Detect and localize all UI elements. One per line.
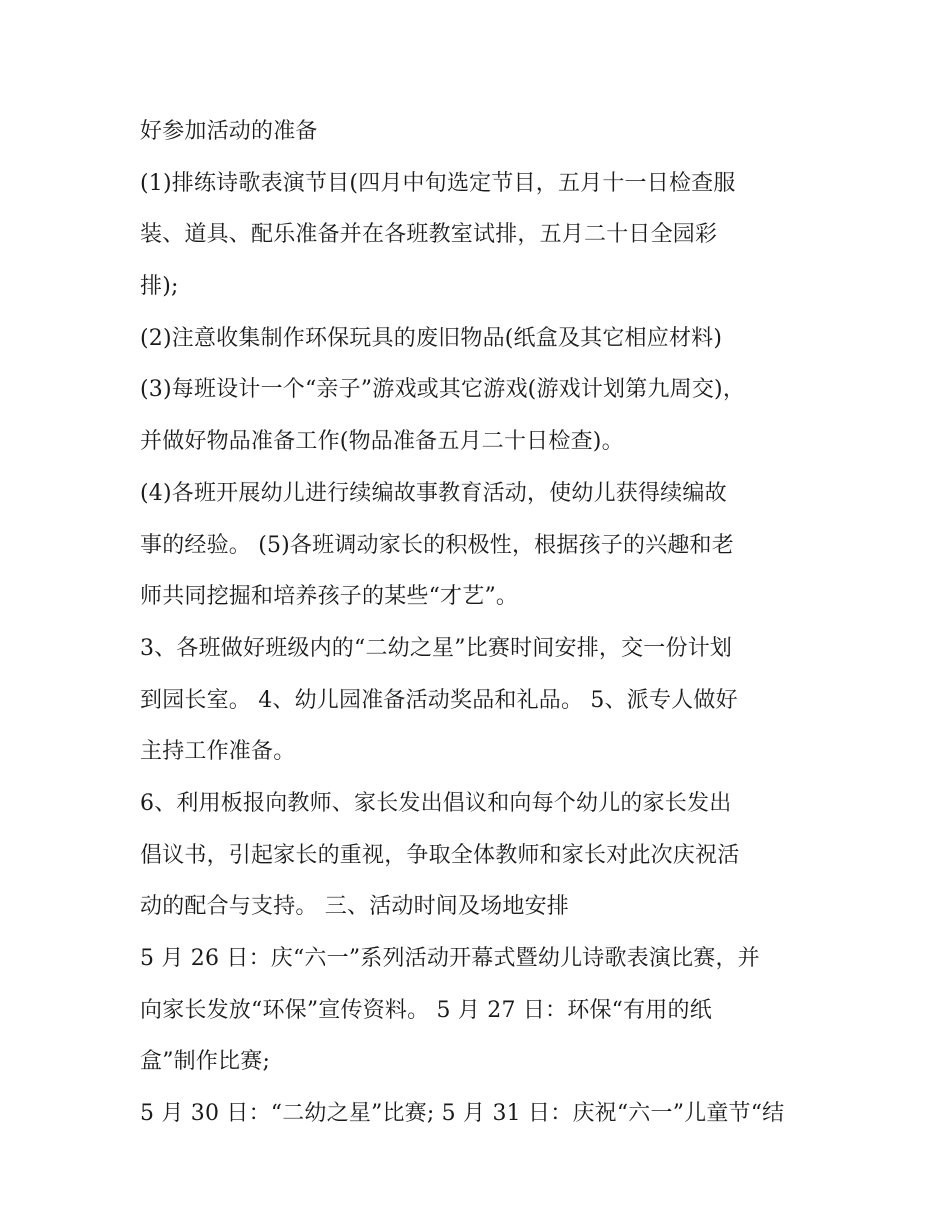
text-line: 装、道具、配乐准备并在各班教室试排，五月二十日全园彩	[140, 222, 718, 248]
text-line: (3)每班设计一个“亲子”游戏或其它游戏(游戏计划第九周交)，	[140, 377, 746, 403]
text-line: 盒”制作比赛;	[140, 1049, 271, 1075]
document-body	[140, 106, 830, 1140]
text-line: 5 月 30 日：“二幼之星”比赛; 5 月 31 日：庆祝“六一”儿童节“结	[140, 1101, 785, 1127]
text-line: 5 月 26 日：庆“六一”系列活动开幕式暨幼儿诗歌表演比赛，并	[140, 946, 760, 971]
text-line: 到园长室。 4、幼儿园准备活动奖品和礼品。 5、派专人做好	[140, 687, 738, 713]
text-line: 好参加活动的准备	[140, 119, 318, 144]
text-line: 主持工作准备。	[140, 739, 296, 765]
text-line: 事的经验。 (5)各班调动家长的积极性，根据孩子的兴趣和老	[140, 532, 734, 558]
text-line: (2)注意收集制作环保玩具的废旧物品(纸盒及其它相应材料)	[140, 325, 723, 351]
text-line: 并做好物品准备工作(物品准备五月二十日检查)。	[140, 429, 624, 455]
text-line: 师共同挖掘和培养孩子的某些“才艺”。	[140, 584, 519, 610]
text-line: 向家长发放“环保”宣传资料。 5 月 27 日：环保“有用的纸	[140, 997, 712, 1023]
text-line: 倡议书，引起家长的重视，争取全体教师和家长对此次庆祝活	[140, 842, 740, 868]
text-line: 排);	[140, 274, 179, 300]
text-line: (1)排练诗歌表演节目(四月中旬选定节目，五月十一日检查服	[140, 170, 736, 196]
text-line: 6、利用板报向教师、家长发出倡议和向每个幼儿的家长发出	[140, 790, 732, 816]
text-line: 动的配合与支持。 三、活动时间及场地安排	[140, 894, 569, 920]
text-line: (4)各班开展幼儿进行续编故事教育活动，使幼儿获得续编故	[140, 480, 727, 506]
text-line: 3、各班做好班级内的“二幼之星”比赛时间安排，交一份计划	[140, 635, 733, 661]
